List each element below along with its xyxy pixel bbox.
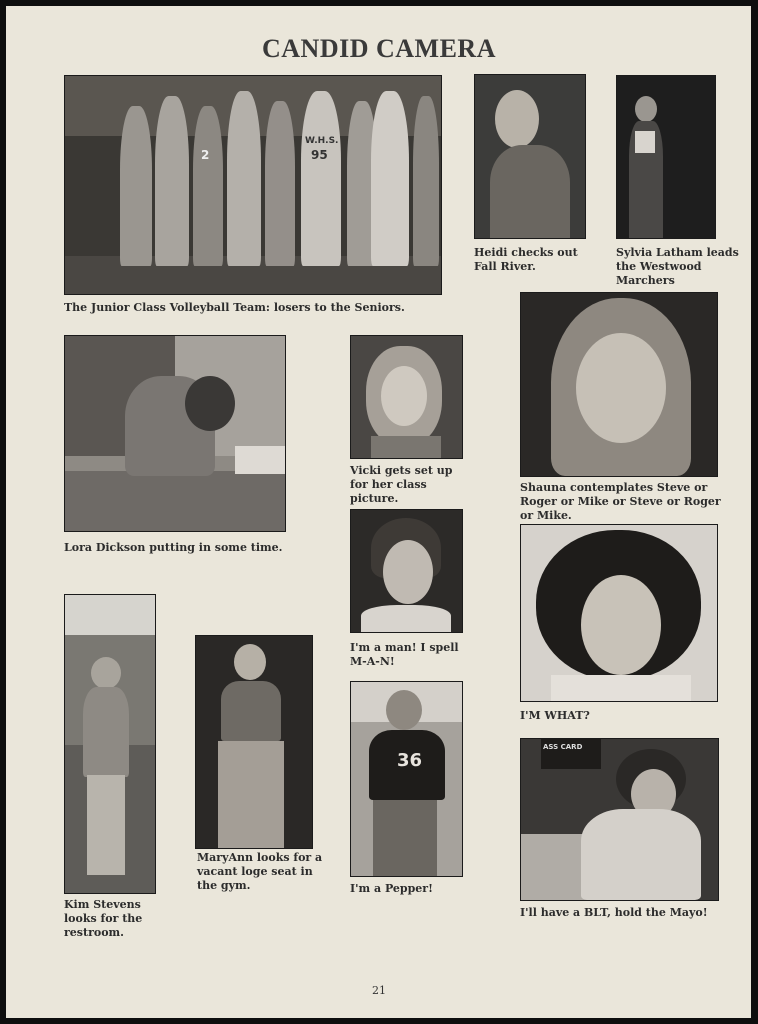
page-title: CANDID CAMERA (262, 34, 496, 63)
shirt-text-2: 2 (201, 148, 210, 162)
shirt-text-95: 95 (311, 148, 328, 162)
sylvia-caption: Sylvia Latham leads the Westwood Marchers (616, 246, 739, 287)
sylvia-photo (616, 75, 716, 239)
heidi-photo (474, 74, 586, 239)
blt-sign-text: ASS CARD (543, 743, 583, 751)
maryann-caption: MaryAnn looks for a vacant loge seat in the gym. (197, 851, 323, 892)
heidi-caption: Heidi checks out Fall River. (474, 246, 578, 273)
pepper-photo (350, 681, 463, 877)
volleyball-caption: The Junior Class Volleyball Team: losers to the Seniors. (64, 301, 405, 314)
maryann-photo (195, 635, 313, 849)
blt-photo (520, 738, 719, 901)
shauna-caption: Shauna contemplates Steve or Roger or Mike or Steve or Roger or Mike. (520, 481, 721, 522)
shirt-text-whs: W.H.S. (305, 136, 339, 146)
pepper-shirt-number: 36 (397, 750, 423, 771)
man-photo (350, 509, 463, 633)
volleyball-team-photo (64, 75, 442, 295)
vicki-photo (350, 335, 463, 459)
blt-caption: I'll have a BLT, hold the Mayo! (520, 906, 708, 919)
man-caption: I'm a man! I spell M-A-N! (350, 641, 459, 668)
shauna-photo (520, 292, 718, 477)
kim-caption: Kim Stevens looks for the restroom. (64, 898, 143, 939)
page-number: 21 (372, 984, 386, 997)
vicki-caption: Vicki gets set up for her class picture. (350, 464, 453, 505)
what-caption: I'M WHAT? (520, 709, 590, 722)
lora-photo (64, 335, 286, 532)
lora-caption: Lora Dickson putting in some time. (64, 541, 283, 554)
kim-photo (64, 594, 156, 894)
pepper-caption: I'm a Pepper! (350, 882, 433, 895)
what-photo (520, 524, 718, 702)
